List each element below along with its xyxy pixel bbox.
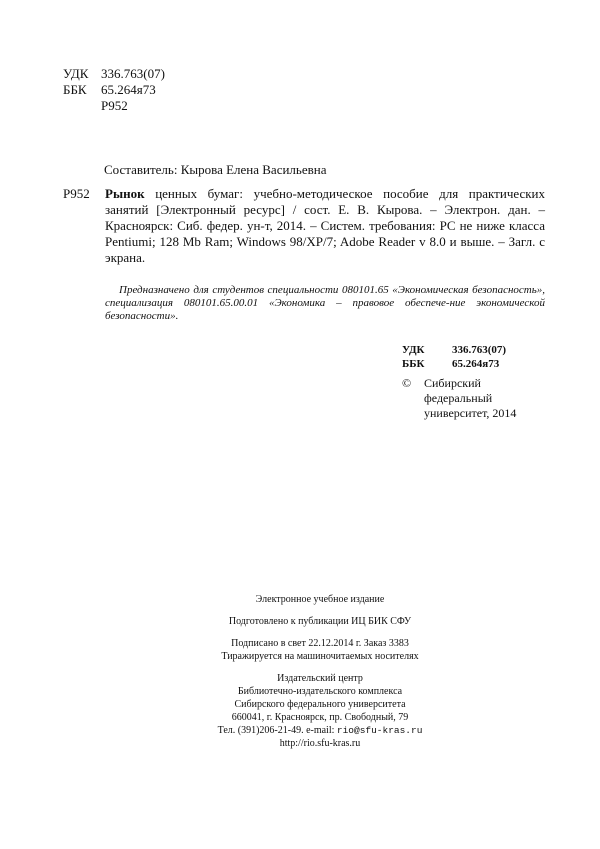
email-link[interactable]: rio@sfu-kras.ru: [336, 725, 423, 736]
compiler-line: Составитель: Кырова Елена Васильевна: [104, 162, 327, 177]
copyright-icon: ©: [402, 376, 412, 390]
entry-code: Р952: [63, 186, 90, 201]
copyright-notice: [402, 376, 516, 421]
copyright-line-2: федеральный: [424, 391, 493, 405]
bbk-row: [63, 82, 165, 98]
udk-value: 336.763(07): [101, 66, 165, 81]
udk-label-right: УДК: [402, 344, 425, 356]
prepared-by: Подготовлено к публикации ИЦ БИК СФУ: [228, 616, 412, 627]
classification-header: [63, 66, 165, 114]
website-link[interactable]: http://rio.sfu-kras.ru: [279, 738, 361, 749]
publisher-line-1: Издательский центр: [277, 673, 363, 684]
author-sign-row: [63, 98, 165, 114]
publisher-address: 660041, г. Красноярск, пр. Свободный, 79: [231, 712, 409, 723]
publisher-line-2: Библиотечно-издательского комплекса: [237, 686, 403, 697]
bbk-label: ББК: [63, 82, 87, 97]
copyright-line-1: Сибирский: [424, 376, 481, 390]
bbk-label-right: ББК: [402, 358, 425, 370]
edition-type: Электронное учебное издание: [255, 594, 385, 605]
bbk-value-right: 65.264я73: [452, 358, 500, 370]
publisher-line-3: Сибирского федерального университета: [234, 699, 406, 710]
copies-note: Тиражируется на машиночитаемых носителях: [221, 651, 419, 662]
copyright-line-3: университет, 2014: [424, 406, 517, 420]
bbk-row-right: [402, 357, 506, 371]
entry-text: [105, 186, 545, 266]
classification-block: [402, 343, 506, 371]
imprint-block: [0, 593, 600, 750]
udk-row: [63, 66, 165, 82]
phone-text: Тел. (391)206-21-49. e-mail:: [217, 725, 337, 736]
udk-label: УДК: [63, 66, 89, 81]
contact-line: [0, 724, 600, 737]
bbk-value: 65.264я73: [101, 82, 156, 97]
entry-description: ценных бумаг: учебно-методическое пособие для практических занятий [Электронный ресурс] / сост. Е. В. Кырова. – Электрон. дан. – Красноярск: Сиб. федер. ун-т, 2014. – Систем. требования: PC не ниже класса Pentiumi; 128 Mb Ram; Windows 98/XP/7; Adobe Reader v 8.0 и выше. – Загл. с экрана.: [105, 186, 545, 265]
udk-row-right: [402, 343, 506, 357]
entry-title: Рынок: [105, 186, 145, 201]
bibliographic-entry: [63, 186, 545, 266]
udk-value-right: 336.763(07): [452, 344, 507, 356]
signed-date: Подписано в свет 22.12.2014 г. Заказ 3383: [231, 638, 409, 649]
copyright-holder: [424, 376, 516, 421]
purpose-note: Предназначено для студентов специальности 080101.65 «Экономическая безопасность», специализация 080101.65.00.01 «Экономика – правовое обеспече-ние экономической безопасности».: [105, 284, 545, 322]
author-sign: Р952: [101, 98, 128, 113]
